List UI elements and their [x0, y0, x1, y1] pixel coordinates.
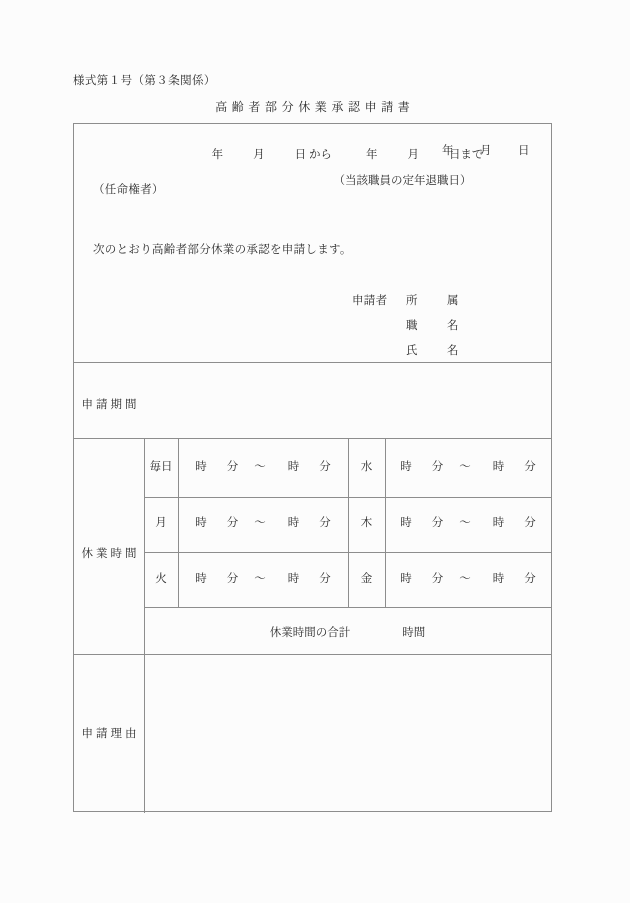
hour-label-2: 時 — [287, 461, 300, 473]
tilde-label-2: ～ — [459, 461, 471, 473]
hour-label-5: 時 — [195, 517, 207, 529]
hours-row-2-left-day: 火 — [155, 573, 167, 585]
applicant-jobtitle-label: 職 名 — [406, 320, 468, 332]
hours-row-0-right-time — [385, 458, 551, 474]
minute-label-12: 分 — [524, 573, 536, 585]
minute-label: 分 — [226, 461, 239, 473]
hours-row-2-left-time — [178, 570, 348, 586]
tilde-label-5: ～ — [254, 573, 266, 585]
addressee-label: （任命権者） — [93, 184, 164, 196]
page-title: 高齢者部分休業承認申請書 — [215, 100, 415, 114]
reason-label: 申請理由 — [81, 728, 140, 740]
divider-after-period — [74, 438, 551, 439]
applicant-prefix: 申請者 — [352, 295, 388, 307]
hours-divider-0 — [144, 497, 551, 498]
hour-label-3: 時 — [400, 461, 412, 473]
application-statement: 次のとおり高齢者部分休業の承認を申請します。 — [93, 244, 352, 256]
date-month-label: 月 — [480, 145, 492, 157]
reason-input-area[interactable] — [144, 654, 551, 811]
hours-row-1-right-time — [385, 514, 551, 530]
hour-label: 時 — [195, 461, 207, 473]
hour-label-4: 時 — [492, 461, 505, 473]
hours-row-0-left-day: 毎日 — [149, 461, 173, 473]
minute-label-10: 分 — [319, 573, 331, 585]
minute-label-11: 分 — [431, 573, 444, 585]
hours-label: 休業時間 — [81, 548, 140, 560]
hours-row-1-left-day: 月 — [155, 517, 167, 529]
applicant-affiliation-row — [352, 289, 468, 314]
minute-label-8: 分 — [524, 517, 536, 529]
minute-label-4: 分 — [524, 461, 536, 473]
hour-label-9: 時 — [195, 573, 207, 585]
hour-label-10: 時 — [287, 573, 300, 585]
applicant-jobtitle-row — [352, 314, 468, 339]
divider-after-salutation — [74, 362, 551, 363]
period-note: （当該職員の定年退職日） — [333, 175, 472, 187]
hour-label-8: 時 — [492, 517, 505, 529]
hours-total-label: 休業時間の合計 — [269, 627, 351, 639]
hour-label-12: 時 — [492, 573, 505, 585]
period-label: 申請期間 — [81, 399, 140, 411]
period-range — [144, 146, 551, 162]
tilde-label-3: ～ — [254, 517, 266, 529]
period-from-year: 年 — [211, 149, 224, 161]
minute-label-5: 分 — [226, 517, 239, 529]
period-connector: から — [308, 149, 332, 161]
hour-label-11: 時 — [400, 573, 412, 585]
hours-divider-1 — [144, 552, 551, 553]
minute-label-9: 分 — [226, 573, 239, 585]
period-from-day: 日 — [294, 149, 307, 161]
date-year-label: 年 — [442, 145, 454, 157]
hours-total-unit: 時間 — [402, 627, 426, 639]
hour-label-7: 時 — [400, 517, 412, 529]
hours-row-2-right-day: 金 — [360, 573, 373, 585]
hours-row-0-left-time — [178, 458, 348, 474]
date-day-label: 日 — [518, 145, 530, 157]
hours-row-2-right-time — [385, 570, 551, 586]
form-frame — [73, 123, 552, 812]
tilde-label: ～ — [254, 461, 266, 473]
hours-row-1-left-time — [178, 514, 348, 530]
minute-label-7: 分 — [431, 517, 444, 529]
minute-label-2: 分 — [319, 461, 331, 473]
applicant-block — [352, 289, 468, 364]
hour-label-6: 時 — [287, 517, 300, 529]
period-to-day: 日まで — [448, 149, 484, 161]
hours-row-0-right-day: 水 — [360, 461, 373, 473]
form-number: 様式第１号（第３条関係） — [73, 75, 216, 87]
applicant-name-row — [352, 339, 468, 364]
hours-divider-2 — [144, 607, 551, 608]
minute-label-3: 分 — [431, 461, 444, 473]
tilde-label-6: ～ — [459, 573, 471, 585]
tilde-label-4: ～ — [459, 517, 471, 529]
period-to-month: 月 — [407, 149, 419, 161]
applicant-affiliation-label: 所 属 — [406, 295, 468, 307]
period-to-year: 年 — [365, 149, 378, 161]
period-from-month: 月 — [253, 149, 265, 161]
hours-row-1-right-day: 木 — [360, 517, 373, 529]
applicant-name-label: 氏 名 — [406, 345, 468, 357]
hours-total-row — [144, 624, 551, 640]
minute-label-6: 分 — [319, 517, 331, 529]
